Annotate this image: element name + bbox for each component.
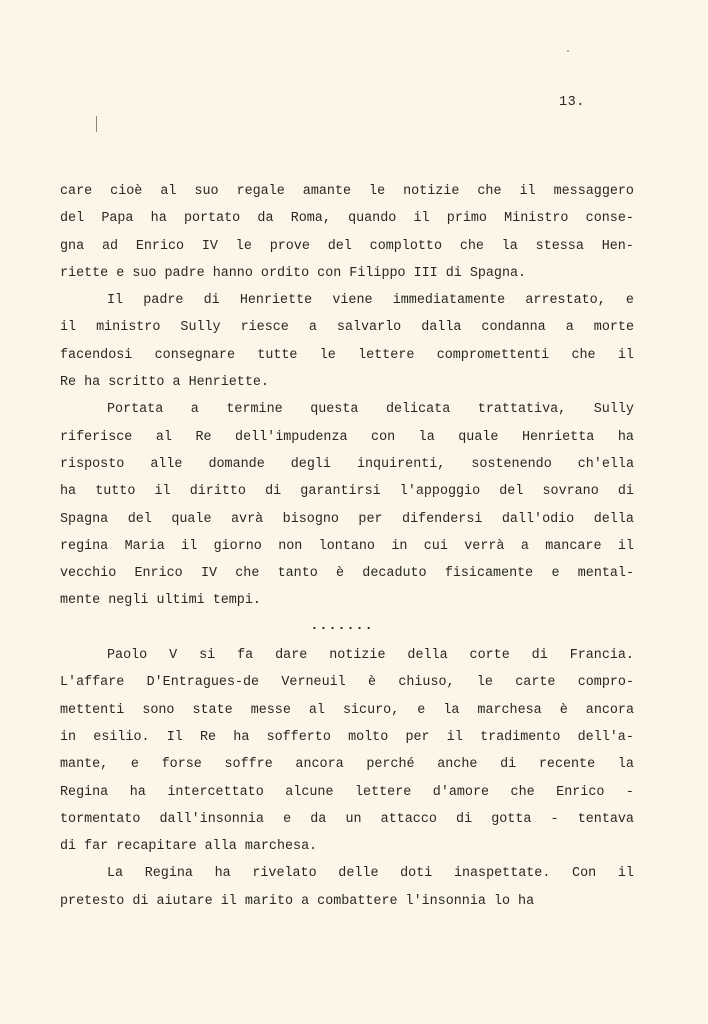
text-line: Re ha scritto a Henriette.	[60, 375, 269, 391]
text-line: il ministro Sully riesce a salvarlo dalla condanna a morte	[60, 320, 634, 336]
text-line: Il padre di Henriette viene immediatamente arrestato, e	[107, 293, 634, 309]
text-line: mettenti sono state messe al sicuro, e la marchesa è ancora	[60, 702, 634, 718]
text-line: Spagna del quale avrà bisogno per difendersi dall'odio della	[60, 511, 634, 527]
text-line: vecchio Enrico IV che tanto è decaduto fisicamente e mental-	[60, 566, 634, 582]
paper-speck	[567, 50, 569, 52]
text-line: riette e suo padre hanno ordito con Filippo III di Spagna.	[60, 265, 527, 281]
text-line: Portata a termine questa delicata trattativa, Sully	[107, 402, 634, 418]
text-line: mente negli ultimi tempi.	[60, 593, 261, 609]
text-line: care cioè al suo regale amante le notizie che il messaggero	[60, 184, 634, 199]
paragraph	[60, 287, 634, 396]
body-text	[60, 178, 634, 915]
text-line: riferisce al Re dell'impudenza con la quale Henrietta ha	[60, 429, 634, 445]
text-line: tormentato dall'insonnia e da un attacco di gotta - tentava	[60, 811, 634, 827]
text-line: facendosi consegnare tutte le lettere compromettenti che il	[60, 347, 634, 363]
text-line: La Regina ha rivelato delle doti inaspettate. Con il	[107, 866, 634, 882]
text-line: ha tutto il diritto di garantirsi l'appoggio del sovrano di	[60, 484, 634, 500]
text-line: gna ad Enrico IV le prove del complotto che la stessa Hen-	[60, 238, 634, 254]
page-number: 13.	[559, 95, 585, 110]
text-line: pretesto di aiutare il marito a combattere l'insonnia lo ha	[60, 893, 535, 909]
paragraph	[60, 860, 634, 915]
text-line: Regina ha intercettato alcune lettere d'amore che Enrico -	[60, 784, 634, 800]
paragraph	[60, 396, 634, 614]
text-line: del Papa ha portato da Roma, quando il primo Ministro conse-	[60, 211, 634, 227]
paragraph	[60, 178, 634, 287]
text-line: di far recapitare alla marchesa.	[60, 839, 318, 855]
text-line: Paolo V si fa dare notizie della corte di Francia.	[107, 648, 634, 664]
text-line: in esilio. Il Re ha sofferto molto per il tradimento dell'a-	[60, 729, 634, 745]
text-line: regina Maria il giorno non lontano in cui verrà a mancare il	[60, 538, 634, 554]
section-separator: .......	[310, 618, 374, 634]
text-line: risposto alle domande degli inquirenti, sostenendo ch'ella	[60, 456, 634, 472]
text-line: L'affare D'Entragues-de Verneuil è chiuso, le carte compro-	[60, 675, 634, 691]
paragraph	[60, 642, 634, 860]
text-line: mante, e forse soffre ancora perché anche di recente la	[60, 757, 634, 773]
margin-mark	[96, 116, 97, 132]
